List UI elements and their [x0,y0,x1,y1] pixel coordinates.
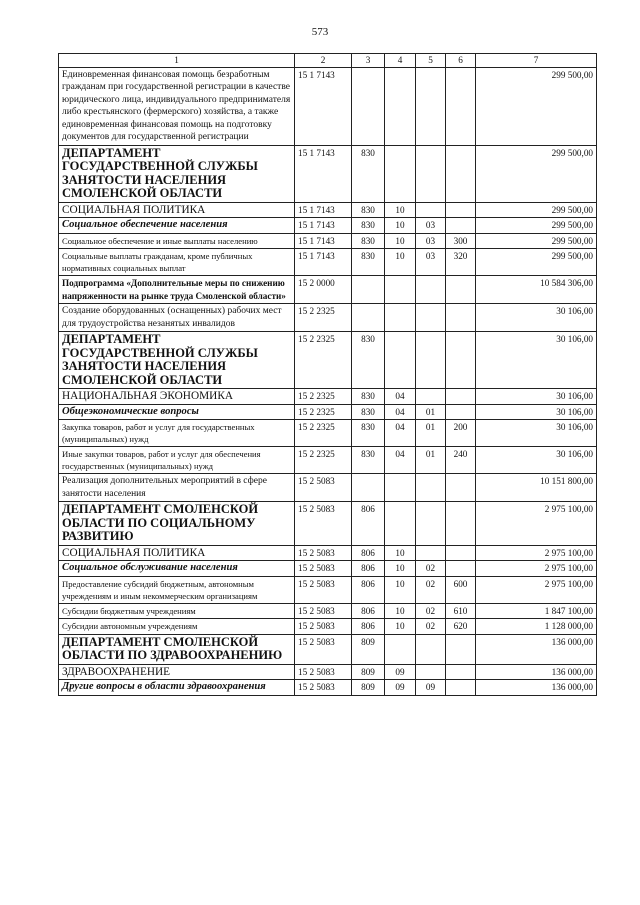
row-expense-type [446,389,476,405]
row-target-article: 15 2 5083 [295,561,352,577]
row-target-article: 15 1 7143 [295,145,352,202]
row-name: СОЦИАЛЬНАЯ ПОЛИТИКА [59,545,295,561]
row-name: ДЕПАРТАМЕНТ ГОСУДАРСТВЕННОЙ СЛУЖБЫ ЗАНЯТОСТИ НАСЕЛЕНИЯ СМОЛЕНСКОЙ ОБЛАСТИ [59,332,295,389]
row-target-article: 15 1 7143 [295,233,352,249]
row-amount: 299 500,00 [476,202,597,218]
row-section-code: 10 [385,249,416,276]
row-name: ЗДРАВООХРАНЕНИЕ [59,664,295,680]
table-row [59,404,597,420]
row-target-article: 15 2 5083 [295,502,352,546]
row-target-article: 15 2 2325 [295,447,352,474]
row-target-article: 15 2 2325 [295,404,352,420]
row-subsection-code: 01 [416,404,446,420]
row-amount: 1 847 100,00 [476,603,597,619]
row-name: Социальное обеспечение и иные выплаты населению [59,233,295,249]
table-row [59,561,597,577]
table-row [59,218,597,234]
row-section-code: 10 [385,218,416,234]
row-department-code: 806 [352,545,385,561]
row-department-code: 830 [352,404,385,420]
row-department-code [352,474,385,502]
row-name: Иные закупки товаров, работ и услуг для обеспечения государственных (муниципальных) нужд [59,447,295,474]
column-header: 5 [416,54,446,68]
row-amount: 2 975 100,00 [476,561,597,577]
row-amount: 30 106,00 [476,420,597,447]
row-amount: 299 500,00 [476,249,597,276]
table-row [59,67,597,145]
table-header-row [59,54,597,68]
row-subsection-code: 01 [416,420,446,447]
row-department-code: 806 [352,576,385,603]
column-header: 3 [352,54,385,68]
row-subsection-code: 03 [416,218,446,234]
row-subsection-code [416,304,446,332]
row-expense-type: 620 [446,619,476,635]
row-expense-type [446,67,476,145]
row-subsection-code: 02 [416,619,446,635]
row-name: Общеэкономические вопросы [59,404,295,420]
row-department-code: 830 [352,249,385,276]
row-subsection-code [416,389,446,405]
row-section-code: 10 [385,202,416,218]
row-section-code [385,276,416,304]
table-row [59,304,597,332]
table-row [59,145,597,202]
row-section-code [385,474,416,502]
row-department-code: 830 [352,233,385,249]
row-department-code: 830 [352,332,385,389]
row-amount: 2 975 100,00 [476,502,597,546]
row-amount: 30 106,00 [476,304,597,332]
row-name: НАЦИОНАЛЬНАЯ ЭКОНОМИКА [59,389,295,405]
table-row [59,249,597,276]
row-expense-type [446,545,476,561]
row-target-article: 15 2 5083 [295,619,352,635]
row-department-code: 830 [352,420,385,447]
row-subsection-code: 02 [416,561,446,577]
row-target-article: 15 2 5083 [295,664,352,680]
row-target-article: 15 2 2325 [295,389,352,405]
row-section-code [385,67,416,145]
row-subsection-code [416,545,446,561]
row-name: ДЕПАРТАМЕНТ СМОЛЕНСКОЙ ОБЛАСТИ ПО ЗДРАВООХРАНЕНИЮ [59,634,295,664]
row-name: ДЕПАРТАМЕНТ ГОСУДАРСТВЕННОЙ СЛУЖБЫ ЗАНЯТОСТИ НАСЕЛЕНИЯ СМОЛЕНСКОЙ ОБЛАСТИ [59,145,295,202]
row-department-code: 806 [352,619,385,635]
row-target-article: 15 2 2325 [295,420,352,447]
row-expense-type [446,474,476,502]
row-section-code: 04 [385,420,416,447]
row-expense-type [446,218,476,234]
row-amount: 136 000,00 [476,680,597,696]
row-department-code: 809 [352,664,385,680]
row-department-code [352,304,385,332]
row-expense-type [446,664,476,680]
table-row [59,502,597,546]
row-name: Социальное обслуживание населения [59,561,295,577]
row-name: Социальное обеспечение населения [59,218,295,234]
row-name: СОЦИАЛЬНАЯ ПОЛИТИКА [59,202,295,218]
row-amount: 299 500,00 [476,218,597,234]
row-section-code: 10 [385,576,416,603]
row-expense-type [446,145,476,202]
row-expense-type [446,502,476,546]
row-expense-type [446,634,476,664]
row-department-code: 806 [352,603,385,619]
row-name: Создание оборудованных (оснащенных) рабочих мест для трудоустройства незанятых инвалидов [59,304,295,332]
row-department-code [352,276,385,304]
row-subsection-code [416,67,446,145]
table-row [59,276,597,304]
row-amount: 30 106,00 [476,404,597,420]
table-row [59,202,597,218]
row-expense-type [446,202,476,218]
row-expense-type [446,276,476,304]
table-row [59,664,597,680]
row-name: Субсидии автономным учреждениям [59,619,295,635]
row-amount: 2 975 100,00 [476,545,597,561]
row-amount: 2 975 100,00 [476,576,597,603]
row-expense-type [446,404,476,420]
row-target-article: 15 1 7143 [295,218,352,234]
row-name: ДЕПАРТАМЕНТ СМОЛЕНСКОЙ ОБЛАСТИ ПО СОЦИАЛЬНОМУ РАЗВИТИЮ [59,502,295,546]
table-row [59,634,597,664]
row-subsection-code: 09 [416,680,446,696]
row-subsection-code: 02 [416,576,446,603]
row-amount: 136 000,00 [476,634,597,664]
row-amount: 1 128 000,00 [476,619,597,635]
row-department-code: 830 [352,218,385,234]
row-target-article: 15 1 7143 [295,249,352,276]
row-target-article: 15 2 5083 [295,474,352,502]
row-section-code: 04 [385,404,416,420]
row-section-code: 10 [385,603,416,619]
column-header: 6 [446,54,476,68]
row-department-code: 830 [352,202,385,218]
row-department-code: 809 [352,680,385,696]
table-row [59,420,597,447]
row-amount: 136 000,00 [476,664,597,680]
row-amount: 10 584 306,00 [476,276,597,304]
table-row [59,619,597,635]
row-section-code: 09 [385,680,416,696]
row-expense-type: 600 [446,576,476,603]
row-name: Другие вопросы в области здравоохранения [59,680,295,696]
row-target-article: 15 2 2325 [295,304,352,332]
row-amount: 30 106,00 [476,389,597,405]
table-row [59,332,597,389]
page-number: 573 [311,26,329,38]
row-expense-type [446,680,476,696]
row-target-article: 15 2 5083 [295,545,352,561]
row-target-article: 15 2 5083 [295,680,352,696]
row-department-code: 806 [352,561,385,577]
table-row [59,545,597,561]
row-subsection-code: 03 [416,233,446,249]
table-row [59,576,597,603]
row-section-code: 10 [385,233,416,249]
row-section-code: 10 [385,619,416,635]
row-target-article: 15 1 7143 [295,67,352,145]
row-target-article: 15 1 7143 [295,202,352,218]
table-row [59,680,597,696]
row-section-code [385,304,416,332]
row-name: Единовременная финансовая помощь безработным гражданам при государственной регистрации в качестве юридического лица, индивидуального предпринимателя либо крестьянского (фермерского) хозяйства, а также единовременная финансовая помощь на подготовку документов для государственной регистрации [59,67,295,145]
row-amount: 299 500,00 [476,145,597,202]
row-department-code: 806 [352,502,385,546]
row-name: Предоставление субсидий бюджетным, автономным учреждениям и иным некоммерческим организациям [59,576,295,603]
table-row [59,447,597,474]
row-target-article: 15 2 5083 [295,576,352,603]
row-name: Социальные выплаты гражданам, кроме публичных нормативных социальных выплат [59,249,295,276]
row-name: Подпрограмма «Дополнительные меры по снижению напряженности на рынке труда Смоленской области» [59,276,295,304]
row-subsection-code: 01 [416,447,446,474]
row-subsection-code [416,664,446,680]
table-body [59,67,597,695]
row-section-code [385,145,416,202]
row-target-article: 15 2 5083 [295,634,352,664]
row-department-code [352,67,385,145]
row-expense-type: 610 [446,603,476,619]
row-expense-type: 200 [446,420,476,447]
row-subsection-code [416,634,446,664]
row-subsection-code [416,276,446,304]
row-target-article: 15 2 2325 [295,332,352,389]
row-section-code: 10 [385,545,416,561]
row-subsection-code: 03 [416,249,446,276]
column-header: 7 [476,54,597,68]
row-target-article: 15 2 5083 [295,603,352,619]
row-subsection-code: 02 [416,603,446,619]
row-expense-type: 240 [446,447,476,474]
column-header: 2 [295,54,352,68]
table-row [59,233,597,249]
row-expense-type [446,332,476,389]
row-amount: 30 106,00 [476,332,597,389]
row-subsection-code [416,145,446,202]
row-expense-type: 320 [446,249,476,276]
row-department-code: 830 [352,145,385,202]
row-department-code: 809 [352,634,385,664]
row-target-article: 15 2 0000 [295,276,352,304]
row-name: Субсидии бюджетным учреждениям [59,603,295,619]
row-expense-type: 300 [446,233,476,249]
column-header: 4 [385,54,416,68]
table-row [59,474,597,502]
row-amount: 299 500,00 [476,233,597,249]
row-name: Реализация дополнительных мероприятий в сфере занятости населения [59,474,295,502]
row-department-code: 830 [352,447,385,474]
row-amount: 299 500,00 [476,67,597,145]
row-section-code: 04 [385,389,416,405]
table-row [59,389,597,405]
row-expense-type [446,561,476,577]
row-subsection-code [416,202,446,218]
row-section-code [385,332,416,389]
row-department-code: 830 [352,389,385,405]
row-section-code: 10 [385,561,416,577]
row-name: Закупка товаров, работ и услуг для государственных (муниципальных) нужд [59,420,295,447]
row-section-code: 04 [385,447,416,474]
row-subsection-code [416,474,446,502]
row-amount: 10 151 800,00 [476,474,597,502]
budget-table [58,53,597,696]
row-section-code [385,502,416,546]
column-header: 1 [59,54,295,68]
row-section-code: 09 [385,664,416,680]
table-row [59,603,597,619]
row-subsection-code [416,332,446,389]
row-expense-type [446,304,476,332]
row-subsection-code [416,502,446,546]
row-amount: 30 106,00 [476,447,597,474]
row-section-code [385,634,416,664]
